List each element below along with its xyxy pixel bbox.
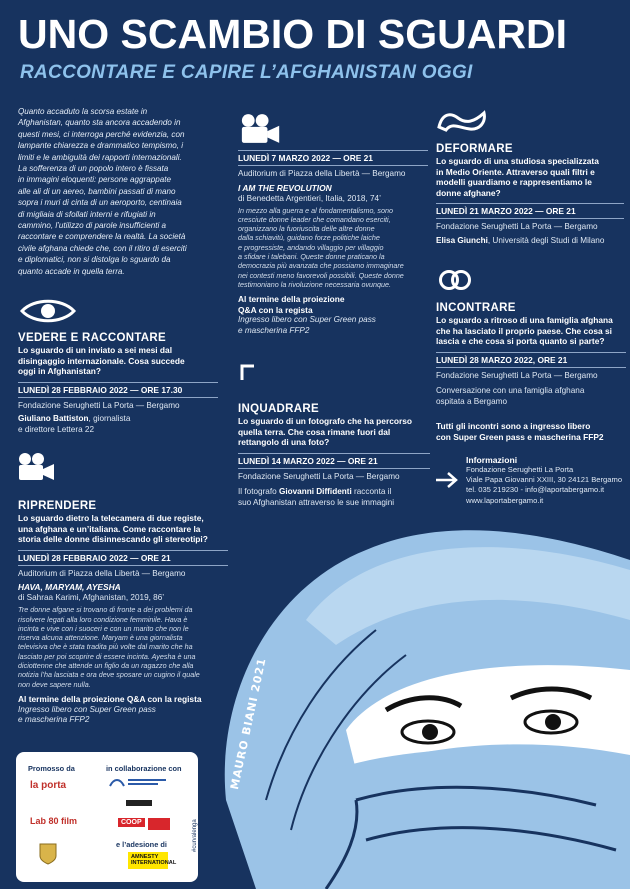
coop-logo: COOP — [118, 818, 145, 827]
entry-info: Ingresso libero con Super Green pass e mascherina FFP2 — [18, 704, 156, 725]
lab80-logo: Lab 80 film — [30, 816, 78, 826]
section-riprendere — [18, 500, 228, 726]
artist-signature: MAURO BIANI 2021 — [228, 656, 269, 791]
event-venue: Fondazione Serughetti La Porta — Bergamo — [18, 400, 180, 410]
film-title: I AM THE REVOLUTION — [238, 182, 332, 193]
page-title: UNO SCAMBIO DI SGUARDI — [18, 11, 567, 57]
film-description: Tre donne afgane si trovano di fronte a dei problemi da risolvere legati alla loro condizione femminile. Hava è incinta e vive con i suoceri e con un marito che non le riserva alcuna attenzione. Maryam è una giornalista televisiva che è stata tradita più volte dal marito che ha lasciato per poi scoprire di essere incinta. Ayesha è una diciottenne che attende un figlio da un ragazzo che alla notizia l’ha lasciata e ora deve sposare un cugino il quale non deve sapere nulla. — [18, 605, 200, 689]
movie-camera-icon — [238, 113, 282, 145]
section-title: DEFORMARE — [436, 143, 513, 155]
amnesty-logo: AMNESTY INTERNATIONAL — [128, 852, 168, 869]
event-venue: Fondazione Serughetti La Porta — Bergamo — [436, 222, 598, 232]
section-question: Lo sguardo di un inviato a sei mesi dal disingaggio internazionale. Cosa succede oggi in Afghanistan? — [18, 345, 185, 377]
partner-logo-icon — [108, 776, 168, 790]
section-question: Lo sguardo di una studiosa specializzata in Medio Oriente. Attraverso quali filtri e modelli guardiamo e rappresentiamo le donne afghane? — [436, 156, 599, 198]
event-date: LUNEDÌ 28 MARZO 2022, ORE 21 — [436, 352, 626, 368]
film-title: HAVA, MARYAM, AYESHA — [18, 582, 121, 593]
event-venue: Auditorium di Piazza della Libertà — Bergamo — [18, 568, 186, 578]
section-revolution — [238, 150, 428, 336]
event-venue: Fondazione Serughetti La Porta — Bergamo — [436, 370, 598, 380]
event-speaker: Elisa Giunchi, Università degli Studi di Milano — [436, 235, 605, 245]
eye-icon — [20, 298, 76, 324]
section-title: RIPRENDERE — [18, 500, 97, 512]
section-incontrare — [436, 302, 626, 407]
page-subtitle: RACCONTARE E CAPIRE L’AFGHANISTAN OGGI — [20, 62, 473, 83]
la-porta-logo: la porta — [30, 780, 67, 791]
municipality-seal-icon — [38, 842, 58, 866]
event-venue: Auditorium di Piazza della Libertà — Bergamo — [238, 169, 406, 178]
section-deformare — [436, 143, 624, 246]
partner-logo-icon — [148, 818, 170, 830]
film-director: di Benedetta Argentieri, Italia, 2018, 74’ — [238, 193, 381, 203]
event-description: Conversazione con una famiglia afghana ospitata a Bergamo — [436, 386, 585, 406]
adhesion-label: e l’adesione di — [116, 840, 167, 849]
linked-rings-icon — [438, 268, 472, 292]
section-vedere — [18, 332, 218, 435]
after-screening: Al termine della proiezione Q&A con la regista — [18, 693, 202, 704]
collaboration-label: in collaborazione con — [106, 764, 182, 773]
movie-camera-icon — [16, 452, 56, 482]
event-date: LUNEDÌ 21 MARZO 2022 — ORE 21 — [436, 203, 624, 219]
section-question: Lo sguardo di un fotografo che ha percorso quella terra. Che cosa rimane fuori dal rettangolo di una foto? — [238, 416, 413, 448]
after-screening: Al termine della proiezione Q&A con la regista — [238, 294, 345, 315]
film-description: In mezzo alla guerra e al fondamentalismo, sono cresciute donne leader che comandano eserciti, organizzano la fuoriuscita delle altre donne dalla schiavitù, guidano forze politiche laiche e progressiste, andando villaggio per villaggio a sfidare i talebani. Queste donne praticano la democrazia più avanzata che possiamo immaginare nei contesti meno favorevoli possibili. Queste donne testimoniano la rivoluzione necessaria ovunque. — [238, 205, 404, 289]
event-date: LUNEDÌ 28 FEBBRAIO 2022 — ORE 21 — [18, 550, 228, 566]
wave-distort-icon — [436, 110, 488, 132]
section-title: INQUADRARE — [238, 403, 319, 415]
event-date: LUNEDÌ 14 MARZO 2022 — ORE 21 — [238, 453, 430, 469]
partner-logo-icon — [126, 796, 152, 810]
section-question: Lo sguardo dietro la telecamera di due registe, una afghana e un’italiana. Come raccontare la storia delle donne disinnescando gli stereotipi? — [18, 513, 208, 545]
entry-notice: Tutti gli incontri sono a ingresso libero con Super Green pass e mascherina FFP2 — [436, 421, 604, 442]
section-title: INCONTRARE — [436, 302, 516, 314]
sponsors-box — [16, 752, 198, 882]
event-date: LUNEDÌ 28 FEBBRAIO 2022 — ORE 17.30 — [18, 382, 218, 398]
intro-text: Quanto accaduto la scorsa estate in Afghanistan, quanto sta ancora accadendo in questi mesi, ci interroga perché evidenzia, con lampante chiarezza e drammatico tempismo, i limiti e le ambiguità dei rapporti internazionali. La sofferenza di un popolo intero è fissata in immagini eloquenti: persone aggrappate alle ali di un aereo, bambini passati di mano sopra i muri di cinta di un aeroporto, centinaia di migliaia di sfollati interni e rifugiati in cammino, l’utilizzo di parole insufficienti a raccontare e comprendere la realtà. La società civile afghana chiede che, con il ritiro di eserciti e diplomatici, non si distolga lo sguardo da quanto accade in quella terra. — [18, 107, 187, 276]
event-description: Il fotografo Giovanni Diffidenti racconta il suo Afghanistan attraverso le sue immagini — [238, 487, 395, 507]
frame-corner-icon — [240, 364, 276, 382]
arrow-right-icon — [434, 470, 460, 490]
event-venue: Fondazione Serughetti La Porta — Bergamo — [238, 471, 400, 481]
section-question: Lo sguardo a ritroso di una famiglia afghana che ha lasciato il proprio paese. Che cosa si lascia e che cosa si porta quanto si parte? — [436, 315, 613, 347]
hashtag-credit: #curvalenga — [192, 819, 198, 852]
website-link[interactable]: www.laportabergamo.it — [466, 495, 544, 505]
section-inquadrare — [238, 403, 430, 508]
event-speaker: Giuliano Battiston, giornalista e direttore Lettera 22 — [18, 414, 131, 434]
info-title: Informazioni — [466, 455, 518, 465]
film-director: di Sahraa Karimi, Afghanistan, 2019, 86’ — [18, 593, 165, 603]
event-date: LUNEDÌ 7 MARZO 2022 — ORE 21 — [238, 150, 428, 166]
info-block: Informazioni Fondazione Serughetti La Porta Viale Papa Giovanni XXIII, 30 24121 Bergamo tel. 035 219230 - info@laportabergamo.it www.laportabergamo.it — [466, 455, 628, 506]
section-title: VEDERE E RACCONTARE — [18, 332, 166, 344]
promoted-by-label: Promosso da — [28, 764, 75, 773]
entry-info: Ingresso libero con Super Green pass e mascherina FFP2 — [238, 315, 376, 335]
